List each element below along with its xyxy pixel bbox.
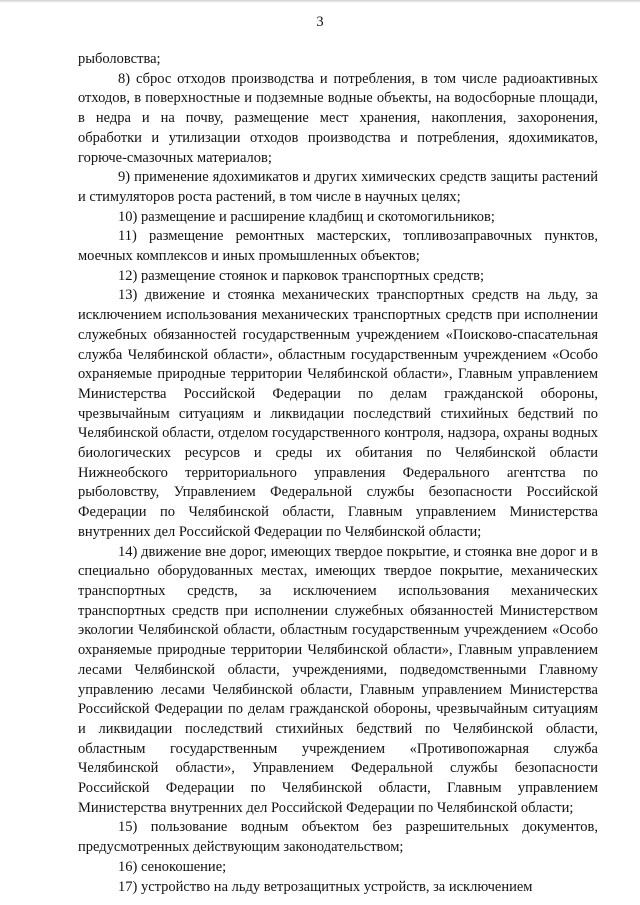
paragraph-item-14: 14) движение вне дорог, имеющих твердое покрытие, и стоянка вне дорог и в специально оборудованных местах, имеющих твердое покрытие, механических транспортных средств, за исключением использования механических транспортных средств при исполнении служебных обязанностей Министерством экологии Челябинской области, областным государственным учреждением «Особо охраняемые природные территории Челябинской области», Главным управлением лесами Челябинской области, учреждениями, подведомственными Главному управлению лесами Челябинской области, Главным управлением Министерства Российской Федерации по делам гражданской обороны, чрезвычайным ситуациям и ликвидации последствий стихийных бедствий по Челябинской области, областным государственным учреждением «Противопожарная служба Челябинской области», Управлением Федеральной службы безопасности Российской Федерации по Челябинской области, Главным управлением Министерства внутренних дел Российской Федерации по Челябинской области; — [78, 543, 598, 816]
paragraph-item-11: 11) размещение ремонтных мастерских, топливозаправочных пунктов, моечных комплексов и иных промышленных объектов; — [78, 228, 598, 265]
paragraph-item-8: 8) сброс отходов производства и потребления, в том числе радиоактивных отходов, в поверхностные и подземные водные объекты, на водосборные площади, в недра и на почву, размещение мест хранения, накопления, захоронения, обработки и утилизации отходов производства и потребления, ядохимикатов, горюче-смазочных материалов; — [78, 70, 598, 166]
scan-edge — [0, 0, 640, 3]
paragraph-item-15: 15) пользование водным объектом без разрешительных документов, предусмотренных действующим законодательством; — [78, 819, 598, 856]
paragraph-item-17: 17) устройство на льду ветрозащитных устройств, за исключением — [118, 878, 533, 895]
paragraph-item-13: 13) движение и стоянка механических транспортных средств на льду, за исключением использования механических транспортных средств при исполнении служебных обязанностей государственным учреждением «Поисково-спасательная служба Челябинской области», областным государственным учреждением «Особо охраняемые природные территории Челябинской области», Главным управлением Министерства Российской Федерации по делам гражданской обороны, чрезвычайным ситуациям и ликвидации последствий стихийных бедствий по Челябинской области, отделом государственного контроля, надзора, охраны водных биологических ресурсов и среды их обитания по Челябинской области Нижнеобского территориального управления Федерального агентства по рыболовству, Управлением Федеральной службы безопасности Российской Федерации по Челябинской области, Главным управлением Министерства внутренних дел Российской Федерации по Челябинской области; — [78, 287, 598, 540]
paragraph-item-12: 12) размещение стоянок и парковок транспортных средств; — [118, 267, 485, 284]
paragraph-continuation: рыболовства; — [78, 51, 161, 67]
paragraph-item-16: 16) сенокошение; — [118, 858, 227, 875]
paragraph-item-9: 9) применение ядохимикатов и других химических средств защиты растений и стимуляторов роста растений, в том числе в научных целях; — [78, 169, 598, 205]
document-body — [78, 50, 598, 897]
page-number: 3 — [316, 14, 324, 30]
paragraph-item-10: 10) размещение и расширение кладбищ и скотомогильников; — [118, 208, 495, 225]
